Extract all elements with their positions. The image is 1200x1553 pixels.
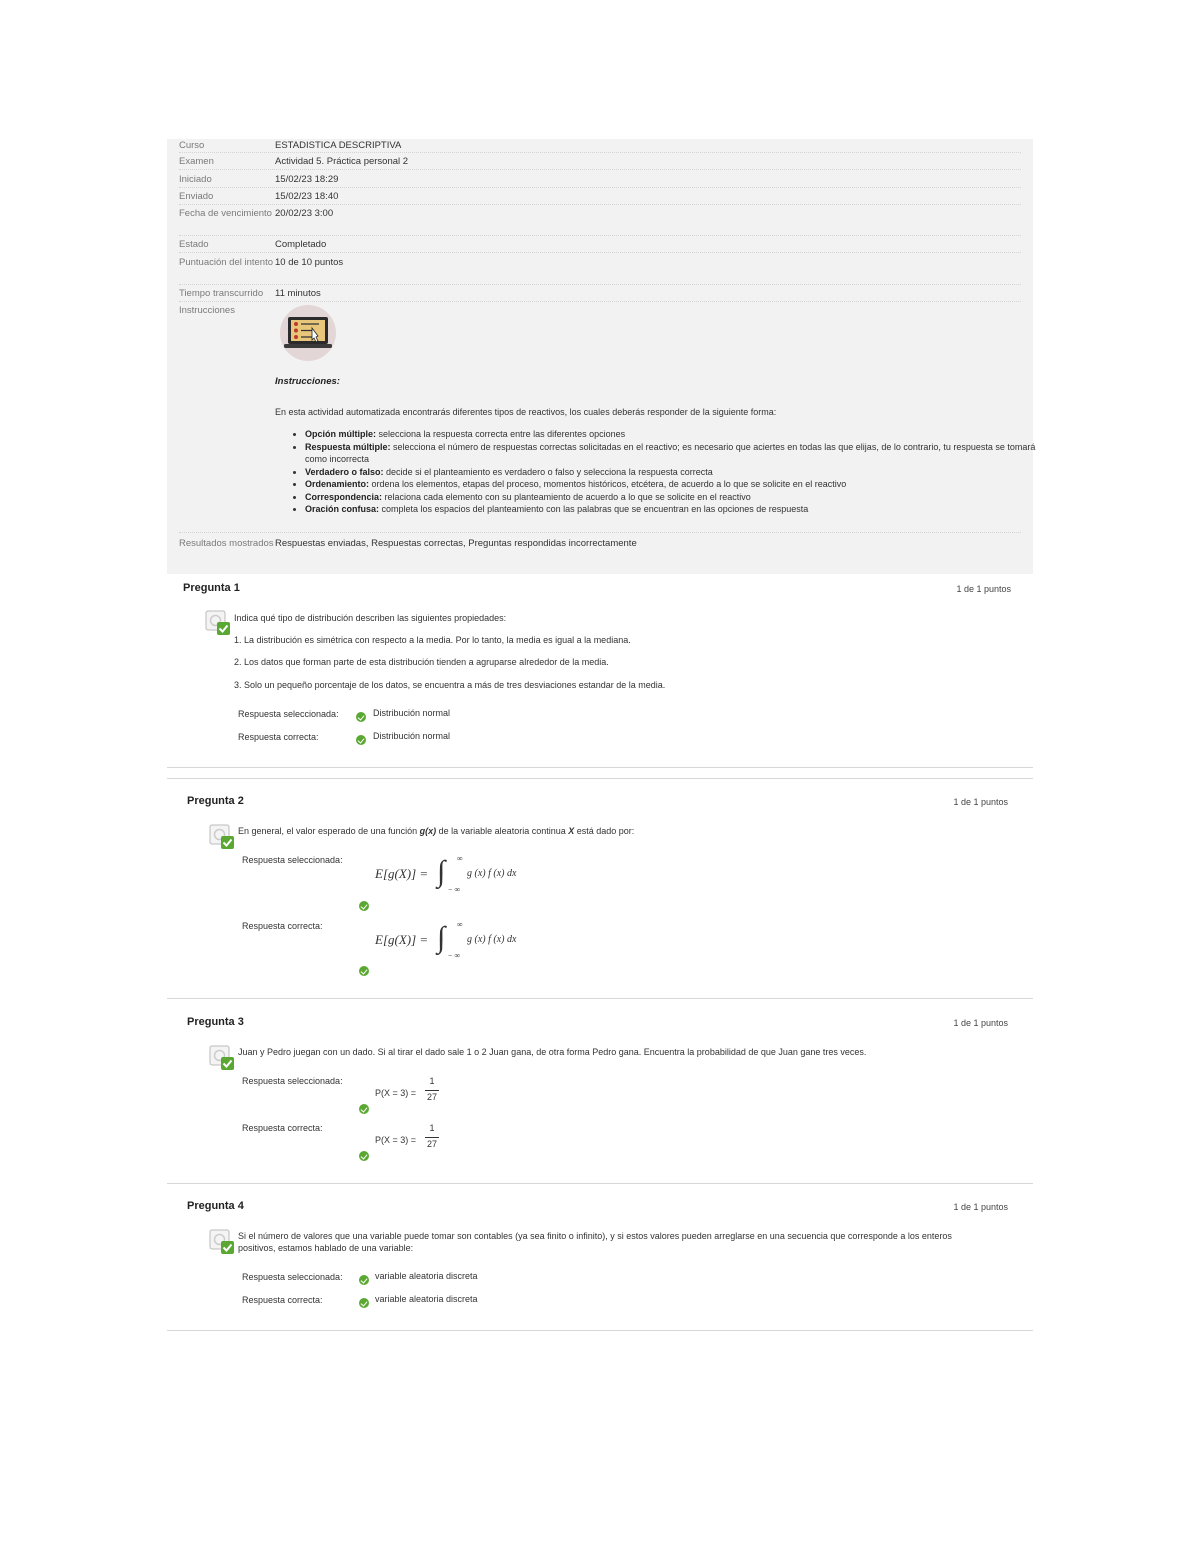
started-label: Iniciado xyxy=(179,174,212,185)
question-4 xyxy=(167,1200,1033,1325)
instructions-item: • Verdadero o falso: decide si el planteamiento es verdadero o falso y selecciona la respuesta correcta xyxy=(305,466,1045,479)
summary-row-status xyxy=(179,238,1021,253)
question-divider xyxy=(167,1183,1033,1184)
started-value: 15/02/23 18:29 xyxy=(275,174,339,185)
correct-check-icon xyxy=(356,735,366,745)
summary-row-elapsed xyxy=(179,287,1021,302)
correct-check-icon xyxy=(359,1151,369,1161)
correct-check-icon xyxy=(359,1298,369,1308)
correct-answer-label: Respuesta correcta: xyxy=(238,732,319,742)
correct-check-icon xyxy=(359,901,369,911)
question-title: Pregunta 3 xyxy=(187,1016,244,1028)
selected-answer-value: variable aleatoria discreta xyxy=(375,1271,478,1281)
selected-answer-formula: E[g(X)] = ∫ ∞ − ∞ g (x) f (x) dx xyxy=(375,854,517,894)
results-value: Respuestas enviadas, Respuestas correctas, Preguntas respondidas incorrectamente xyxy=(275,538,637,549)
exam-value: Actividad 5. Práctica personal 2 xyxy=(275,156,409,167)
summary-row-submitted xyxy=(179,190,1021,205)
instructions-label: Instrucciones xyxy=(179,305,235,316)
question-title: Pregunta 2 xyxy=(187,795,244,807)
instructions-item: • Respuesta múltiple: selecciona el número de respuestas correctas solicitadas en el reactivo; es necesario que aciertes en todas las que elijas, de lo contrario, tu respuesta se tomará como incorrecta xyxy=(305,441,1045,466)
question-points: 1 de 1 puntos xyxy=(953,797,1008,807)
correct-answer-formula: E[g(X)] = ∫ ∞ − ∞ g (x) f (x) dx xyxy=(375,920,517,960)
correct-answer-label: Respuesta correcta: xyxy=(242,1295,323,1305)
question-points: 1 de 1 puntos xyxy=(953,1202,1008,1212)
submitted-label: Enviado xyxy=(179,191,214,202)
correct-answer-value: variable aleatoria discreta xyxy=(375,1294,478,1304)
selected-answer-lhs: P(X = 3) = xyxy=(375,1088,417,1098)
question-graded-icon xyxy=(209,1229,235,1255)
question-2 xyxy=(167,795,1033,995)
course-label: Curso xyxy=(179,140,205,151)
correct-check-icon xyxy=(359,966,369,976)
attempt-summary xyxy=(167,139,1036,574)
summary-row-exam xyxy=(179,155,1021,170)
results-label: Resultados mostrados xyxy=(179,538,274,549)
question-text: Juan y Pedro juegan con un dado. Si al tirar el dado sale 1 o 2 Juan gana, de otra forma Pedro gana. Encuentra la probabilidad de que Juan gane tres veces. xyxy=(238,1047,867,1057)
instructions-list xyxy=(275,428,1045,516)
instructions-monitor-icon xyxy=(279,304,337,362)
elapsed-value: 11 minutos xyxy=(275,288,321,299)
summary-row-score xyxy=(179,256,1021,285)
question-title: Pregunta 4 xyxy=(187,1200,244,1212)
selected-answer-label: Respuesta seleccionada: xyxy=(242,855,343,865)
correct-check-icon xyxy=(356,712,366,722)
elapsed-label: Tiempo transcurrido xyxy=(179,288,264,299)
question-graded-icon xyxy=(209,1045,235,1071)
question-text: Si el número de valores que una variable puede tomar son contables (ya sea finito o infinito), y si estos valores pueden arreglarse en una secuencia que corresponde a los enteros positivos, estamos hablado de una variable: xyxy=(238,1231,952,1253)
selected-answer-label: Respuesta seleccionada: xyxy=(238,709,339,719)
question-graded-icon xyxy=(209,824,235,850)
summary-row-results xyxy=(179,537,1021,565)
summary-row-started xyxy=(179,173,1021,188)
question-property: 1. La distribución es simétrica con respecto a la media. Por lo tanto, la media es igual a la mediana. xyxy=(234,635,631,645)
question-divider xyxy=(167,1330,1033,1331)
question-property: 3. Solo un pequeño porcentaje de los datos, se encuentra a más de tres desviaciones estandar de la media. xyxy=(234,680,666,690)
status-value: Completado xyxy=(275,239,327,250)
summary-row-due xyxy=(179,207,1021,236)
correct-answer-label: Respuesta correcta: xyxy=(242,1123,323,1133)
question-points: 1 de 1 puntos xyxy=(953,1018,1008,1028)
due-label: Fecha de vencimiento xyxy=(179,208,272,219)
instructions-title: Instrucciones: xyxy=(275,376,340,387)
due-value: 20/02/23 3:00 xyxy=(275,208,334,219)
question-3: Pregunta 3 1 de 1 puntos Juan y Pedro juegan con un dado. Si al tirar el dado sale 1 o 2 Juan gana, de otra forma Pedro gana. Encuentra la probabilidad de que Juan gane tres veces. Respuesta seleccionada: P(X = 3) = 1 27 Respuesta correcta: P(X = 3) = 1 27 xyxy=(167,1016,1033,1181)
selected-answer-label: Respuesta seleccionada: xyxy=(242,1272,343,1282)
question-1 xyxy=(167,582,1033,762)
question-divider xyxy=(167,998,1033,999)
question-property: 2. Los datos que forman parte de esta distribución tienden a agruparse alrededor de la media. xyxy=(234,657,609,667)
instructions-item: • Correspondencia: relaciona cada elemento con su planteamiento de acuerdo a lo que se solicite en el reactivo xyxy=(305,491,1045,504)
correct-check-icon xyxy=(359,1104,369,1114)
question-graded-icon xyxy=(205,610,231,636)
exam-label: Examen xyxy=(179,156,214,167)
submitted-value: 15/02/23 18:40 xyxy=(275,191,339,202)
question-points: 1 de 1 puntos xyxy=(956,584,1011,594)
instructions-item: • Ordenamiento: ordena los elementos, etapas del proceso, momentos históricos, etcétera, de acuerdo a lo que se solicite en el reactivo xyxy=(305,478,1045,491)
score-label: Puntuación del intento xyxy=(179,257,274,268)
instructions-item: • Oración confusa: completa los espacios del planteamiento con las palabras que se encuentran en las opciones de respuesta xyxy=(305,503,1045,516)
correct-check-icon xyxy=(359,1275,369,1285)
selected-answer-label: Respuesta seleccionada: xyxy=(242,1076,343,1086)
selected-answer-value: Distribución normal xyxy=(373,708,451,718)
question-divider xyxy=(167,767,1033,768)
instructions-intro: En esta actividad automatizada encontrarás diferentes tipos de reactivos, los cuales deberás responder de la siguiente forma: xyxy=(275,407,777,417)
summary-row-course xyxy=(179,139,1021,153)
correct-answer-lhs: P(X = 3) = xyxy=(375,1135,417,1145)
status-label: Estado xyxy=(179,239,209,250)
summary-row-instructions xyxy=(179,304,1036,533)
question-text: En general, el valor esperado de una función g(x) de la variable aleatoria continua X está dado por: xyxy=(238,826,635,836)
question-divider xyxy=(167,778,1033,779)
instructions-item: • Opción múltiple: selecciona la respuesta correcta entre las diferentes opciones xyxy=(305,428,1045,441)
course-value: ESTADISTICA DESCRIPTIVA xyxy=(275,140,402,151)
score-value: 10 de 10 puntos xyxy=(275,257,344,268)
correct-answer-label: Respuesta correcta: xyxy=(242,921,323,931)
question-text: Indica qué tipo de distribución describen las siguientes propiedades: xyxy=(234,613,507,623)
question-title: Pregunta 1 xyxy=(183,582,240,594)
correct-answer-value: Distribución normal xyxy=(373,731,451,741)
